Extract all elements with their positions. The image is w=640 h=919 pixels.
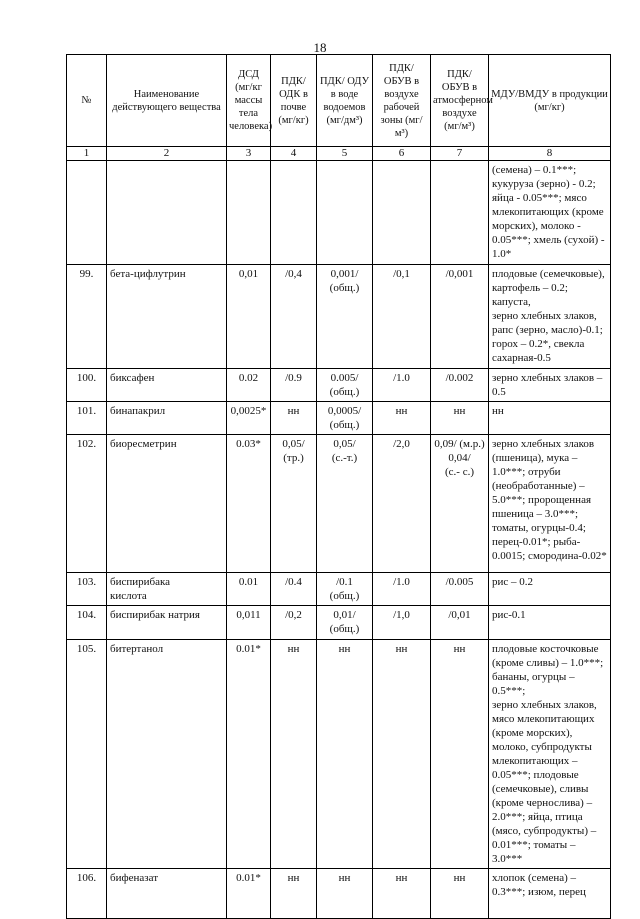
substances-table — [66, 54, 611, 919]
col-num: 3 — [227, 147, 271, 161]
dsd-value: 0.01* — [227, 640, 271, 869]
pdk-water-value: /0.1 (общ.) — [317, 573, 373, 606]
header-dsd: ДСД (мг/кг массы тела человека) — [227, 55, 271, 147]
pdk-work-value: /1.0 — [373, 369, 431, 402]
row-number: 101. — [67, 402, 107, 435]
pdk-soil-value: 0,05/ (тр.) — [271, 435, 317, 573]
dsd-value: 0,01 — [227, 265, 271, 369]
pdk-water-value: 0,01/ (общ.) — [317, 606, 373, 640]
row-number: 105. — [67, 640, 107, 869]
pdk-soil-value: /0,2 — [271, 606, 317, 640]
col-num: 8 — [489, 147, 611, 161]
substance-name: бета-цифлутрин — [107, 265, 227, 369]
page-number: 18 — [313, 40, 327, 55]
pdk-work-value — [373, 161, 431, 265]
header-row — [67, 55, 611, 147]
mdu-value: зерно хлебных злаков (пшеница), мука – 1.0***; отруби (необработанные) – 5.0***; пророщенная пшеница – 3.0***; томаты, огурцы-0.4; перец-0.01*; рыба- 0.0015; смородина-0.02* — [489, 435, 611, 573]
pdk-atm-value: /0,001 — [431, 265, 489, 369]
dsd-value: 0.03* — [227, 435, 271, 573]
pdk-work-value: нн — [373, 640, 431, 869]
header-name: Наименование действующего вещества — [107, 55, 227, 147]
row-number — [67, 161, 107, 265]
pdk-work-value: нн — [373, 402, 431, 435]
header-pdk-soil: ПДК/ ОДК в почве (мг/кг) — [271, 55, 317, 147]
dsd-value: 0.01* — [227, 869, 271, 919]
table-row — [67, 435, 611, 573]
pdk-work-value: /1.0 — [373, 573, 431, 606]
pdk-soil-value: /0,4 — [271, 265, 317, 369]
pdk-atm-value — [431, 161, 489, 265]
dsd-value: 0,0025* — [227, 402, 271, 435]
substance-name: битертанол — [107, 640, 227, 869]
substance-name: биспирибак натрия — [107, 606, 227, 640]
row-number: 102. — [67, 435, 107, 573]
pdk-soil-value: нн — [271, 402, 317, 435]
col-num: 1 — [67, 147, 107, 161]
col-num: 4 — [271, 147, 317, 161]
pdk-water-value: 0,05/ (с.-т.) — [317, 435, 373, 573]
table-row — [67, 369, 611, 402]
pdk-water-value: 0,0005/ (общ.) — [317, 402, 373, 435]
mdu-value: плодовые косточковые (кроме сливы) – 1.0***; бананы, огурцы – 0.5***; зерно хлебных злаков, мясо млекопитающих (кроме морских), молоко, субпродукты млекопитающих – 0.05***; плодовые (семечковые), сливы (кроме чернослива) – 2.0***; яйца, птица (мясо, субпродукты) – 0.01***; томаты – 3.0*** — [489, 640, 611, 869]
dsd-value: 0.01 — [227, 573, 271, 606]
pdk-work-value: /2,0 — [373, 435, 431, 573]
substance-name: бинапакрил — [107, 402, 227, 435]
row-number: 104. — [67, 606, 107, 640]
pdk-atm-value: /0,01 — [431, 606, 489, 640]
dsd-value: 0.02 — [227, 369, 271, 402]
pdk-soil-value: нн — [271, 869, 317, 919]
pdk-water-value — [317, 161, 373, 265]
table-row — [67, 402, 611, 435]
substance-name: биспирибака кислота — [107, 573, 227, 606]
header-mdu: МДУ/ВМДУ в продукции (мг/кг) — [489, 55, 611, 147]
header-pdk-atm: ПДК/ ОБУВ в атмосферном воздухе (мг/м³) — [431, 55, 489, 147]
pdk-water-value: 0,001/ (общ.) — [317, 265, 373, 369]
pdk-work-value: нн — [373, 869, 431, 919]
header-pdk-work: ПДК/ ОБУВ в воздухе рабочей зоны (мг/м³) — [373, 55, 431, 147]
pdk-atm-value: нн — [431, 640, 489, 869]
table-row — [67, 573, 611, 606]
mdu-value: хлопок (семена) – 0.3***; изюм, перец — [489, 869, 611, 919]
pdk-soil-value — [271, 161, 317, 265]
pdk-atm-value: /0.005 — [431, 573, 489, 606]
substance-name — [107, 161, 227, 265]
pdk-atm-value: нн — [431, 869, 489, 919]
substance-name: биоресметрин — [107, 435, 227, 573]
col-num: 6 — [373, 147, 431, 161]
pdk-soil-value: нн — [271, 640, 317, 869]
row-number: 100. — [67, 369, 107, 402]
dsd-value — [227, 161, 271, 265]
pdk-soil-value: /0.4 — [271, 573, 317, 606]
table-row — [67, 161, 611, 265]
substance-name: бифеназат — [107, 869, 227, 919]
table-row — [67, 640, 611, 869]
col-num: 2 — [107, 147, 227, 161]
pdk-water-value: нн — [317, 869, 373, 919]
mdu-value: нн — [489, 402, 611, 435]
pdk-work-value: /0,1 — [373, 265, 431, 369]
table-row — [67, 869, 611, 919]
column-number-row — [67, 147, 611, 161]
row-number: 106. — [67, 869, 107, 919]
mdu-value: рис – 0.2 — [489, 573, 611, 606]
table-row — [67, 265, 611, 369]
pdk-water-value: нн — [317, 640, 373, 869]
pdk-atm-value: /0.002 — [431, 369, 489, 402]
substance-name: биксафен — [107, 369, 227, 402]
pdk-water-value: 0.005/ (общ.) — [317, 369, 373, 402]
mdu-value: зерно хлебных злаков – 0.5 — [489, 369, 611, 402]
col-num: 5 — [317, 147, 373, 161]
row-number: 103. — [67, 573, 107, 606]
pdk-work-value: /1,0 — [373, 606, 431, 640]
col-num: 7 — [431, 147, 489, 161]
pdk-atm-value: нн — [431, 402, 489, 435]
row-number: 99. — [67, 265, 107, 369]
header-pdk-water: ПДК/ ОДУ в воде водоемов (мг/дм³) — [317, 55, 373, 147]
mdu-value: плодовые (семечковые), картофель – 0.2; капуста, зерно хлебных злаков, рапс (зерно, масло)-0.1; горох – 0.2*, свекла сахарная-0.5 — [489, 265, 611, 369]
pdk-soil-value: /0.9 — [271, 369, 317, 402]
table-row — [67, 606, 611, 640]
mdu-value: рис-0.1 — [489, 606, 611, 640]
pdk-atm-value: 0,09/ (м.р.) 0,04/ (с.- с.) — [431, 435, 489, 573]
dsd-value: 0,011 — [227, 606, 271, 640]
header-num: № — [67, 55, 107, 147]
mdu-value: (семена) – 0.1***; кукуруза (зерно) - 0.2; яйца - 0.05***; мясо млекопитающих (кроме морских), молоко - 0.05***; хмель (сухой) - 1.0* — [489, 161, 611, 265]
